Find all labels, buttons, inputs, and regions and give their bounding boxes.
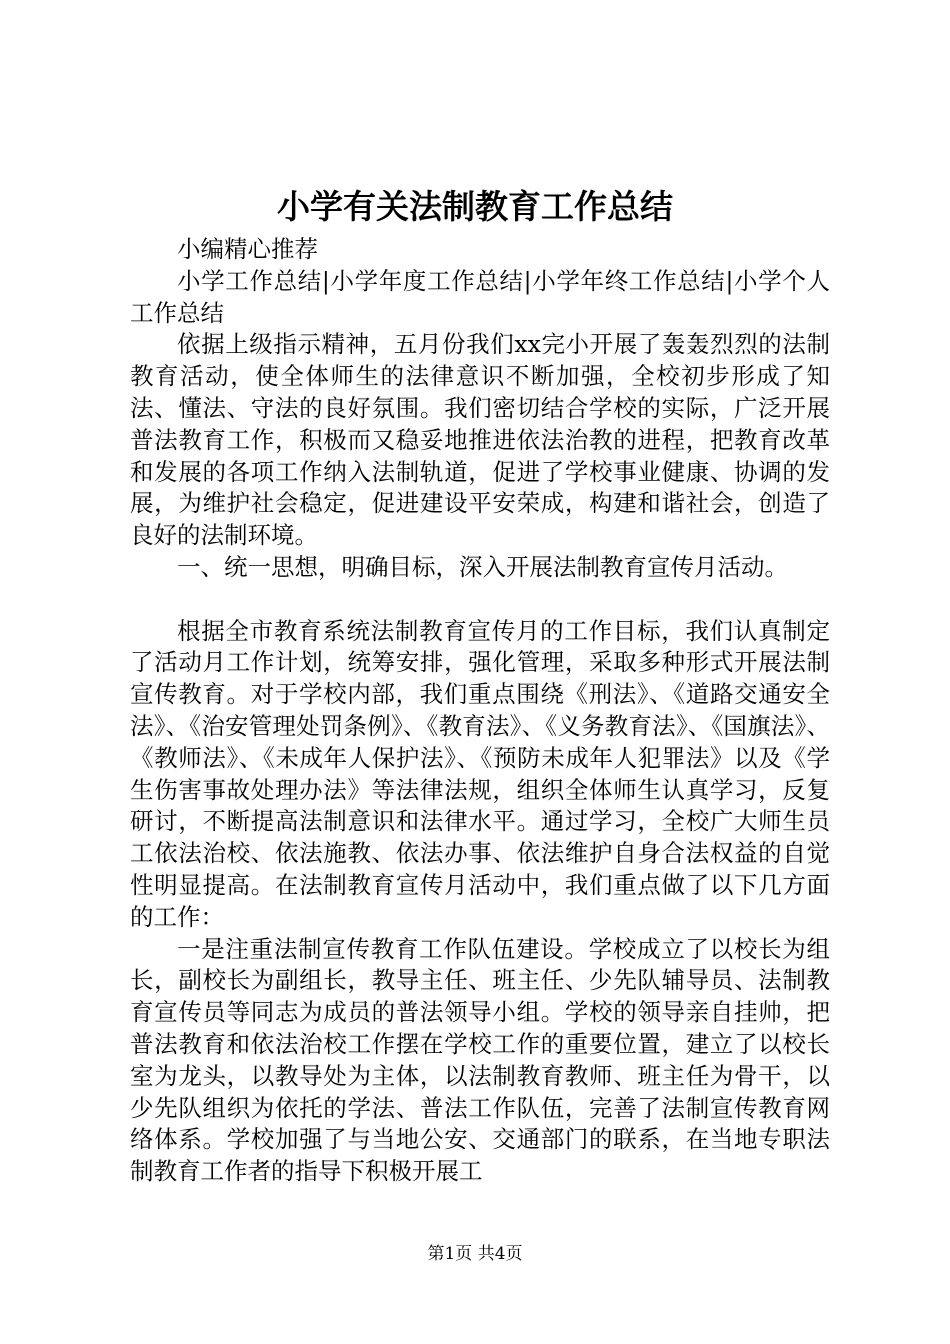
section-heading-1: 一、统一思想，明确目标，深入开展法制教育宣传月活动。 [177, 552, 788, 581]
document-body [130, 234, 830, 1188]
paragraph-related-links: 小学工作总结|小学年度工作总结|小学年终工作总结|小学个人工作总结 [130, 266, 830, 327]
page-number-footer: 第1页 共4页 [427, 1244, 523, 1264]
paragraph-section-1-body: 根据全市教育系统法制教育宣传月的工作目标，我们认真制定了活动月工作计划，统筹安排，强化管理，采取多种形式开展法制宣传教育。对于学校内部，我们重点围绕《刑法》、《道路交通安全法》、《治安管理处罚条例》、《教育法》、《义务教育法》、《国旗法》、《教师法》、《未成年人保护法》、《预防未成年人犯罪法》以及《学生伤害事故处理办法》等法律法规，组织全体师生认真学习，反复研讨，不断提高法制意识和法律水平。通过学习，全校广大师生员工依法治校、依法施教、依法办事、依法维护自身合法权益的自觉性明显提高。在法制教育宣传月活动中，我们重点做了以下几方面的工作： [130, 616, 830, 931]
page-title: 小学有关法制教育工作总结 [277, 187, 673, 226]
paragraph-recommendation: 小编精心推荐 [177, 235, 318, 263]
paragraph-team-building: 一是注重法制宣传教育工作队伍建设。学校成立了以校长为组长，副校长为副组长，教导主任、班主任、少先队辅导员、法制教育宣传员等同志为成员的普法领导小组。学校的领导亲自挂帅，把普法教育和依法治校工作摆在学校工作的重要位置，建立了以校长室为龙头，以教导处为主体，以法制教育教师、班主任为骨干，以少先队组织为依托的学法、普法工作队伍，完善了法制宣传教育网络体系。学校加强了与当地公安、交通部门的联系，在当地专职法制教育工作者的指导下积极开展工 [130, 934, 830, 1186]
paragraph-intro: 依据上级指示精神，五月份我们xx完小开展了轰轰烈烈的法制教育活动，使全体师生的法律意识不断加强，全校初步形成了知法、懂法、守法的良好氛围。我们密切结合学校的实际，广泛开展普法教育工作，积极而又稳妥地推进依法治教的进程，把教育改革和发展的各项工作纳入法制轨道，促进了学校事业健康、协调的发展，为维护社会稳定，促进建设平安荣成，构建和谐社会，创造了良好的法制环境。 [130, 330, 830, 550]
